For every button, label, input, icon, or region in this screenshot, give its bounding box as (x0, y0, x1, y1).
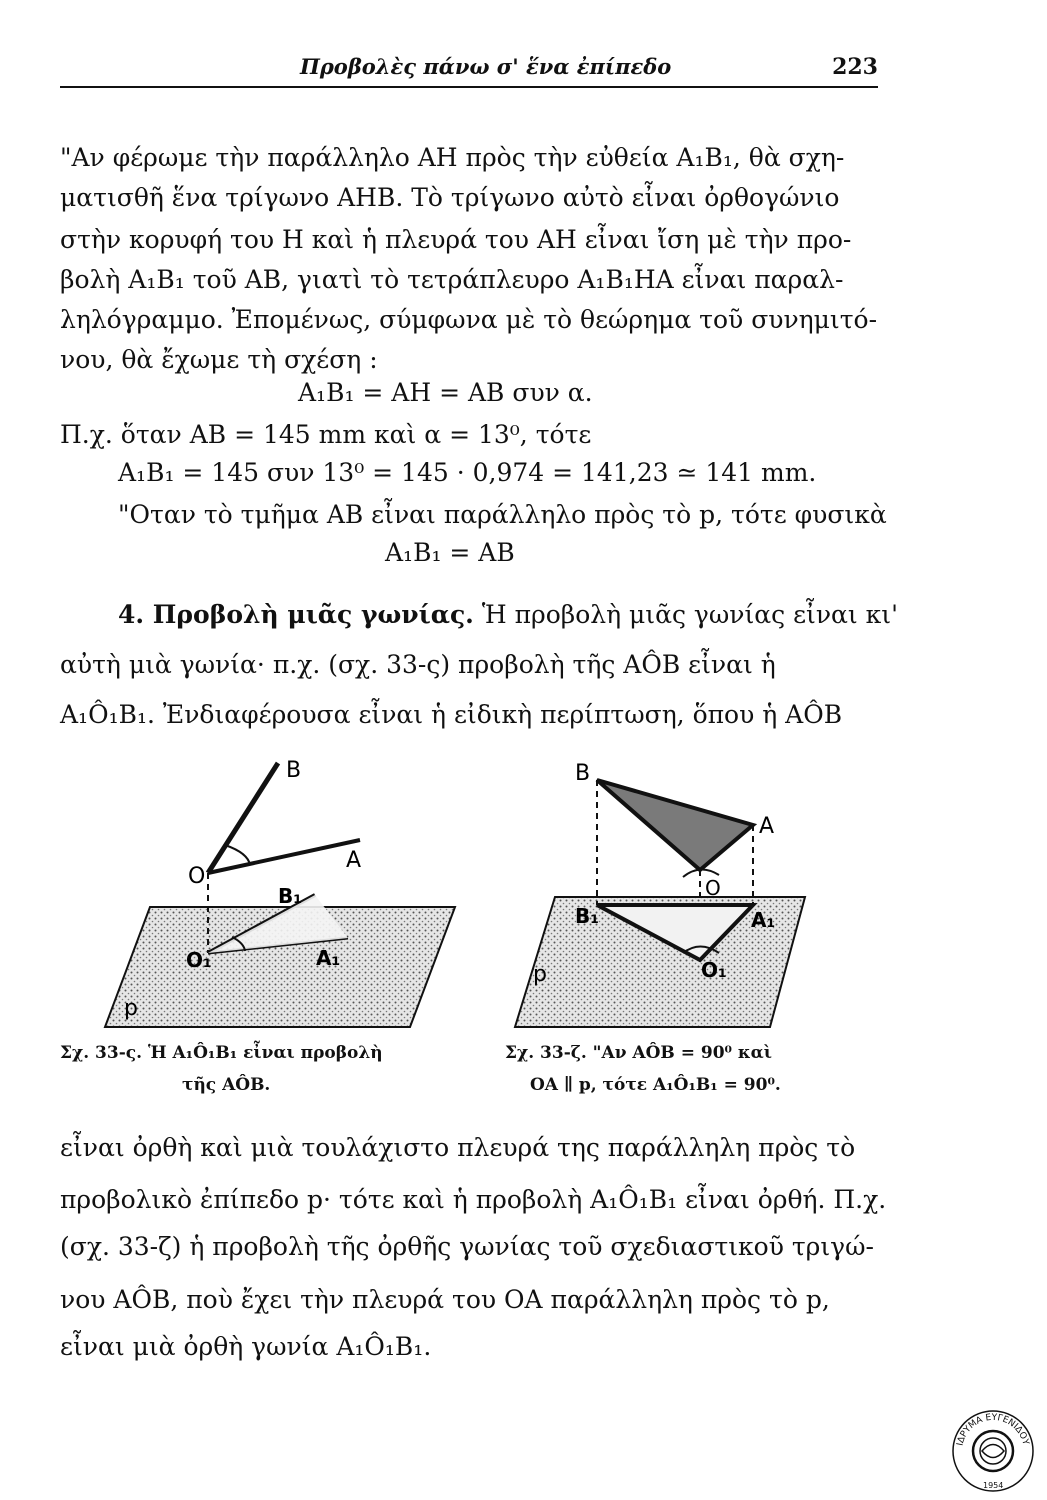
paragraph-line: νου, θὰ ἔχωμε τὴ σχέση : (60, 345, 378, 374)
label-b: B (286, 758, 302, 783)
figure-caption: Σχ. 33-ζ. "Αν AÔB = 90⁰ καὶ (505, 1043, 772, 1063)
foundation-seal (950, 1408, 1036, 1494)
label-o: O (188, 864, 206, 889)
figure-caption: Σχ. 33-ς. Ἡ A₁Ô₁B₁ εἶναι προβολὴ (60, 1043, 383, 1063)
label-a1: A₁ (316, 946, 341, 970)
paragraph-line: στὴν κορυφή του H καὶ ἡ πλευρά του AH εἶναι ἴση μὲ τὴν προ- (60, 225, 852, 254)
page-number: 223 (832, 54, 878, 80)
section-line (118, 600, 898, 629)
ray-oa (208, 840, 360, 873)
paragraph-line: αὐτὴ μιὰ γωνία· π.χ. (σχ. 33-ς) προβολὴ τῆς AÔB εἶναι ἡ (60, 650, 776, 679)
figure-caption: τῆς AÔB. (182, 1075, 271, 1095)
svg-text:1954: 1954 (983, 1481, 1004, 1490)
svg-text:ΙΔΡΥΜΑ ΕΥΓΕΝΙΔΟΥ: ΙΔΡΥΜΑ ΕΥΓΕΝΙΔΟΥ (955, 1412, 1031, 1447)
label-b1: B₁ (575, 904, 600, 928)
angle-arc-top (225, 845, 250, 865)
paragraph-line: ματισθῆ ἕνα τρίγωνο AHB. Τὸ τρίγωνο αὐτὸ εἶναι ὀρθογώνιο (60, 183, 840, 212)
label-o1: O₁ (701, 958, 727, 982)
label-b: B (575, 761, 591, 786)
example-line: Π.χ. ὅταν AB = 145 mm καὶ α = 13⁰, τότε (60, 420, 592, 449)
paragraph-line: εἶναι ὀρθὴ καὶ μιὰ τουλάχιστο πλευρά της παράλληλη πρὸς τὸ (60, 1133, 856, 1162)
paragraph-line: A₁Ô₁B₁. Ἐνδιαφέρουσα εἶναι ἡ εἰδικὴ περίπτωση, ὅπου ἡ AÔB (60, 700, 843, 729)
paragraph-line: νου AÔB, ποὺ ἔχει τὴν πλευρά του OA παράλληλη πρὸς τὸ p, (60, 1285, 830, 1314)
figure-caption: OA ∥ p, τότε A₁Ô₁B₁ = 90⁰. (530, 1075, 781, 1095)
section-text: Ἡ προβολὴ μιᾶς γωνίας εἶναι κι' (481, 600, 898, 629)
header-rule (60, 86, 878, 88)
paragraph-line: ληλόγραμμο. Ἐπομένως, σύμφωνα μὲ τὸ θεώρημα τοῦ συνημιτό- (60, 305, 878, 334)
ray-ob (208, 763, 278, 873)
section-heading: 4. Προβολὴ μιᾶς γωνίας. (118, 600, 474, 629)
paragraph-line: "Αν φέρωμε τὴν παράλληλο AH πρὸς τὴν εὐθεία A₁B₁, θὰ σχη- (60, 143, 845, 172)
paragraph-line: "Οταν τὸ τμῆμα AB εἶναι παράλληλο πρὸς τὸ p, τότε φυσικὰ (118, 500, 887, 529)
label-p: p (124, 996, 138, 1021)
equation: A₁B₁ = AB (385, 538, 515, 567)
paragraph-line: προβολικὸ ἐπίπεδο p· τότε καὶ ἡ προβολὴ A₁Ô₁B₁ εἶναι ὀρθή. Π.χ. (60, 1185, 887, 1214)
label-o: O (705, 876, 721, 900)
label-a: A (759, 814, 775, 839)
label-b1: B₁ (278, 884, 303, 908)
equation: A₁B₁ = 145 συν 13⁰ = 145 · 0,974 = 141,23 ≃ 141 mm. (118, 458, 817, 487)
figure-33-s (100, 755, 480, 1030)
paragraph-line: βολὴ A₁B₁ τοῦ AB, γιατὶ τὸ τετράπλευρο A₁B₁HA εἶναι παραλ- (60, 265, 844, 294)
equation: A₁B₁ = AH = AB συν α. (298, 378, 593, 407)
paragraph-line: εἶναι μιὰ ὀρθὴ γωνία A₁Ô₁B₁. (60, 1332, 432, 1361)
drafting-triangle (597, 780, 753, 870)
label-o1: O₁ (186, 948, 212, 972)
paragraph-line: (σχ. 33-ζ) ἡ προβολὴ τῆς ὀρθῆς γωνίας τοῦ σχεδιαστικοῦ τριγώ- (60, 1232, 874, 1261)
running-title: Προβολὲς πάνω σ' ἕνα ἐπίπεδο (300, 54, 672, 79)
label-a: A (346, 848, 362, 873)
page-header (60, 50, 878, 90)
label-a1: A₁ (751, 908, 776, 932)
label-p: p (533, 962, 547, 987)
figure-33-z (505, 755, 825, 1030)
